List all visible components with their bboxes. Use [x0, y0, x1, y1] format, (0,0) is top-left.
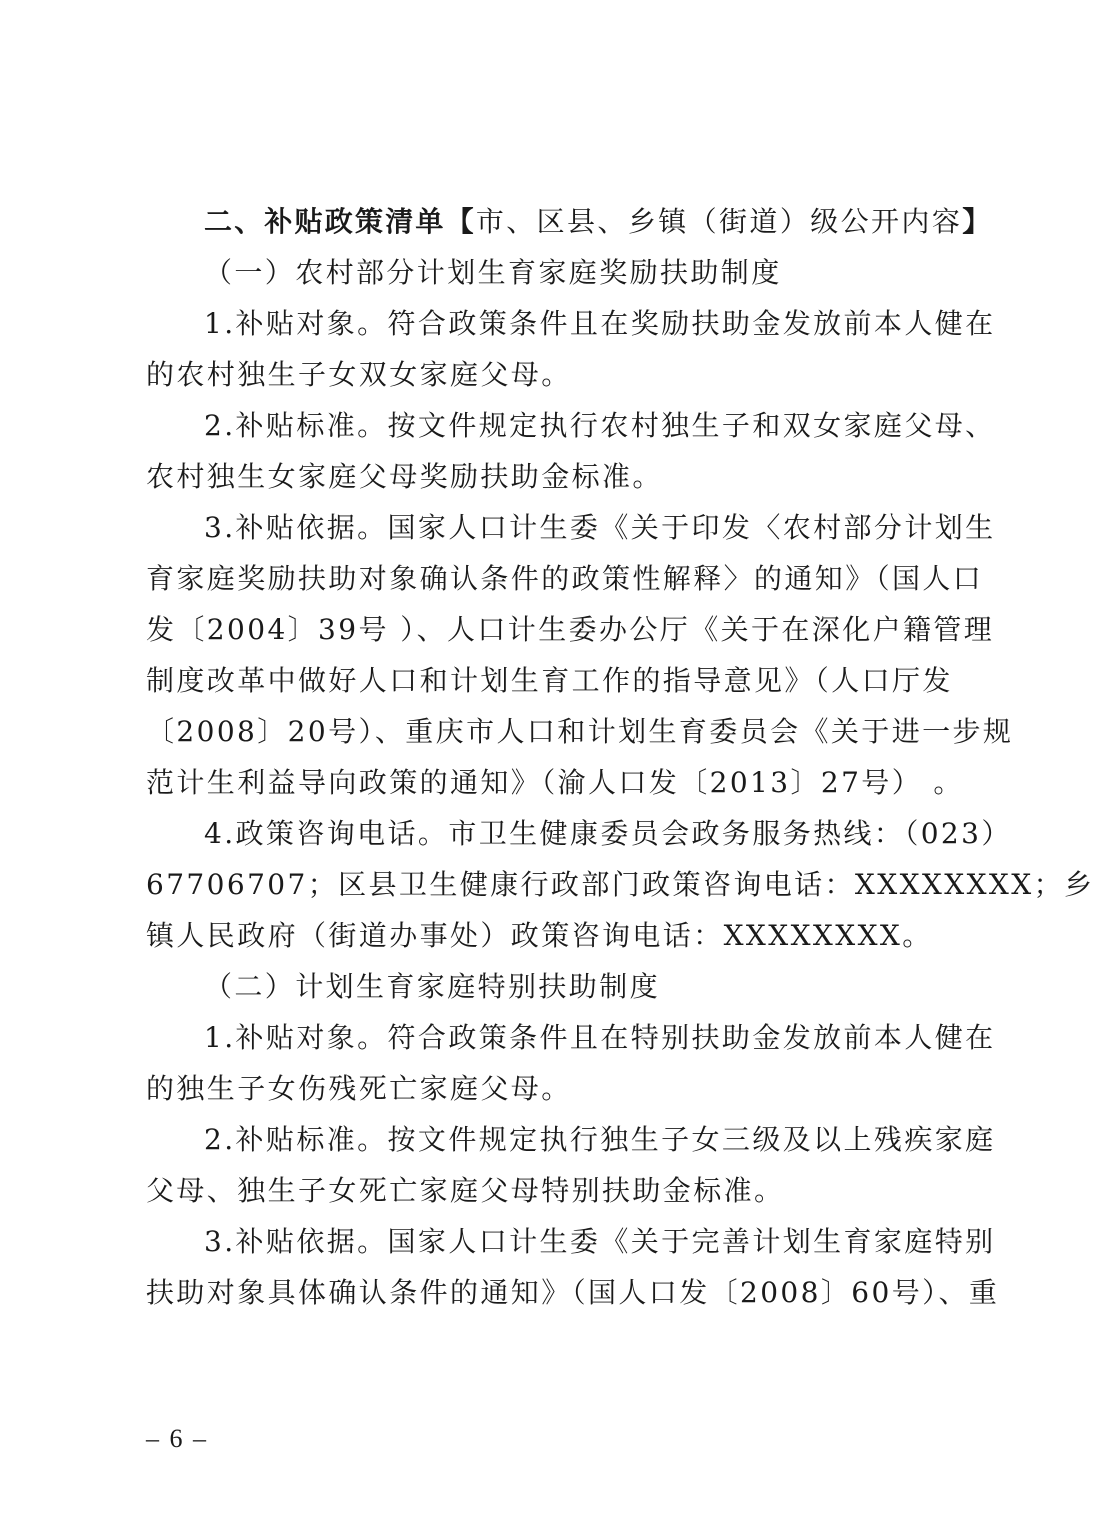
bracket-open: 【: [445, 205, 476, 238]
page-number: – 6 –: [146, 1424, 208, 1453]
text-line: 3.补贴依据。国家人口计生委《关于印发〈农村部分计划生: [204, 511, 996, 544]
text-line: 〔2008〕20号）、重庆市人口和计划生育委员会《关于进一步规: [146, 715, 1014, 748]
section-title: 二、补贴政策清单: [204, 205, 446, 238]
text-line: 镇人民政府（街道办事处）政策咨询电话：XXXXXXXX。: [146, 919, 933, 952]
text-line: 育家庭奖励扶助对象确认条件的政策性解释〉的通知》（国人口: [146, 562, 984, 595]
text-line: 4.政策咨询电话。市卫生健康委员会政务服务热线：（023）: [204, 817, 1012, 850]
text-line: 范计生利益导向政策的通知》（渝人口发〔2013〕27号） 。: [146, 766, 964, 799]
text-line: 扶助对象具体确认条件的通知》（国人口发〔2008〕60号）、重: [146, 1276, 1000, 1309]
text-line: （二）计划生育家庭特别扶助制度: [204, 970, 661, 1003]
text-line: 发〔2004〕39号 ）、人口计生委办公厅《关于在深化户籍管理: [146, 613, 995, 646]
section-scope: 市、区县、乡镇（街道）级公开内容: [475, 205, 963, 238]
text-line: 父母、独生子女死亡家庭父母特别扶助金标准。: [146, 1174, 785, 1207]
text-line: 67706707；区县卫生健康行政部门政策咨询电话：XXXXXXXX；乡: [146, 868, 1094, 901]
bracket-close: 】: [962, 205, 993, 238]
text-line: 3.补贴依据。国家人口计生委《关于完善计划生育家庭特别: [204, 1225, 996, 1258]
text-line: 制度改革中做好人口和计划生育工作的指导意见》（人口厅发: [146, 664, 953, 697]
text-line: 2.补贴标准。按文件规定执行独生子女三级及以上残疾家庭: [204, 1123, 996, 1156]
paragraph-lines: [146, 247, 1094, 1318]
text-line: （一）农村部分计划生育家庭奖励扶助制度: [204, 256, 782, 289]
text-line: 1.补贴对象。符合政策条件且在奖励扶助金发放前本人健在: [204, 307, 996, 340]
document-body: [146, 196, 1094, 1318]
text-line: 的独生子女伤残死亡家庭父母。: [146, 1072, 572, 1105]
text-line: 农村独生女家庭父母奖励扶助金标准。: [146, 460, 663, 493]
section-heading: [146, 196, 993, 247]
text-line: 1.补贴对象。符合政策条件且在特别扶助金发放前本人健在: [204, 1021, 996, 1054]
text-line: 2.补贴标准。按文件规定执行农村独生子和双女家庭父母、: [204, 409, 996, 442]
text-line: 的农村独生子女双女家庭父母。: [146, 358, 572, 391]
